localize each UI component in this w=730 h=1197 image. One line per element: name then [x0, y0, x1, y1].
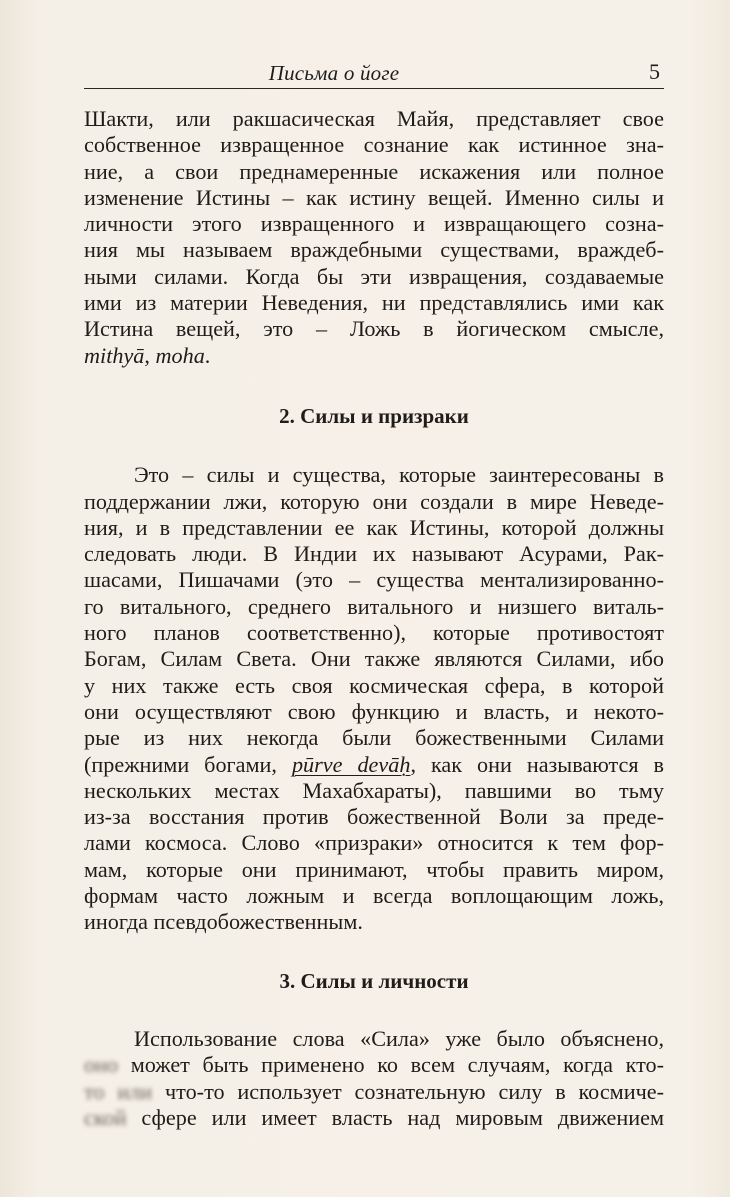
paragraph-1: [84, 106, 664, 369]
text-line: у них также есть своя космическая сфера, в которой: [84, 672, 664, 698]
text-line: нескольких местах Махабхараты), павшими во тьму: [84, 777, 664, 803]
text-line: Богам, Силам Света. Они также являются Силами, ибо: [84, 646, 664, 672]
text-line: из-за восстания против божественной Воли за преде-: [84, 804, 664, 830]
text-span: что-то использует сознательную силу в космиче-: [152, 1078, 664, 1104]
text-line: Шакти, или ракшасическая Майя, представляет свое: [84, 106, 664, 131]
text-line: поддержании лжи, которую они создали в мире Неведе-: [84, 488, 664, 514]
text-line: ными силами. Когда бы эти извращения, создаваемые: [84, 263, 664, 289]
text-line: иногда псевдобожественным.: [84, 909, 363, 935]
italic-term: pūrve devāḥ: [291, 751, 411, 777]
text-line: формам часто ложным и всегда воплощающим ложь,: [84, 883, 664, 909]
text-span: может быть применено ко всем случаям, когда кто-: [118, 1052, 664, 1078]
text-line: личности этого извращенного и извращающего созна-: [84, 211, 664, 237]
period: .: [204, 342, 211, 368]
text-line: [84, 1105, 664, 1131]
blurred-text: то: [84, 1078, 105, 1104]
running-header: [84, 58, 664, 89]
text-line: ими из материи Неведения, ни представлялись ими как: [84, 290, 664, 316]
text-line: Это – силы и существа, которые заинтересованы в: [134, 462, 664, 488]
running-title: Письма о йоге: [268, 61, 400, 85]
text-line: ния, и в представлении ее как Истины, которой должны: [84, 514, 664, 540]
text-line: ние, а свои преднамеренные искажения или полное: [84, 158, 664, 184]
text-line: Использование слова «Сила» уже было объяснено,: [134, 1025, 664, 1051]
text-line: го витального, среднего витального и низшего виталь-: [84, 593, 664, 619]
text-line: они осуществляют свою функцию и власть, и некото-: [84, 698, 664, 724]
text-line: лами космоса. Слово «призраки» относится к тем фор-: [84, 830, 664, 856]
text-line: [84, 1052, 664, 1078]
text-span: , как они называются в: [410, 751, 665, 777]
text-span: (прежними богами,: [84, 751, 292, 777]
paragraph-3: [84, 1026, 664, 1131]
text-line: [84, 343, 664, 369]
text-line: следовать люди. В Индии их называют Асурами, Рак-: [84, 541, 664, 567]
text-line: собственное извращенное сознание как истинное зна-: [84, 132, 664, 158]
separator: ,: [144, 342, 156, 368]
body-text: [84, 106, 664, 1131]
italic-term: moha: [155, 342, 205, 368]
blurred-text: ской: [84, 1104, 127, 1130]
text-line: ния мы называем враждебными существами, враждеб-: [84, 237, 664, 263]
paragraph-2: [84, 462, 664, 935]
text-line: Истина вещей, это – Ложь в йогическом смысле,: [84, 316, 664, 342]
section-heading-2: 2. Силы и призраки: [279, 403, 469, 428]
blurred-text: или: [104, 1078, 153, 1104]
text-line: мам, которые они принимают, чтобы править миром,: [84, 856, 664, 882]
text-line: [84, 752, 664, 778]
text-line: [84, 1079, 664, 1105]
blurred-text: оно: [84, 1052, 119, 1078]
text-line: ного планов соответственно), которые противостоят: [84, 620, 664, 646]
text-line: рые из них некогда были божественными Силами: [84, 725, 664, 751]
text-line: изменение Истины – как истину вещей. Именно силы и: [84, 184, 664, 210]
text-line: шасами, Пишачами (это – существа ментализированно-: [84, 567, 664, 593]
page-number: 5: [649, 59, 660, 84]
section-heading-3: 3. Силы и личности: [279, 968, 469, 993]
text-span: сфере или имеет власть над мировым движением: [126, 1104, 664, 1130]
italic-term: mithyā: [84, 342, 145, 368]
